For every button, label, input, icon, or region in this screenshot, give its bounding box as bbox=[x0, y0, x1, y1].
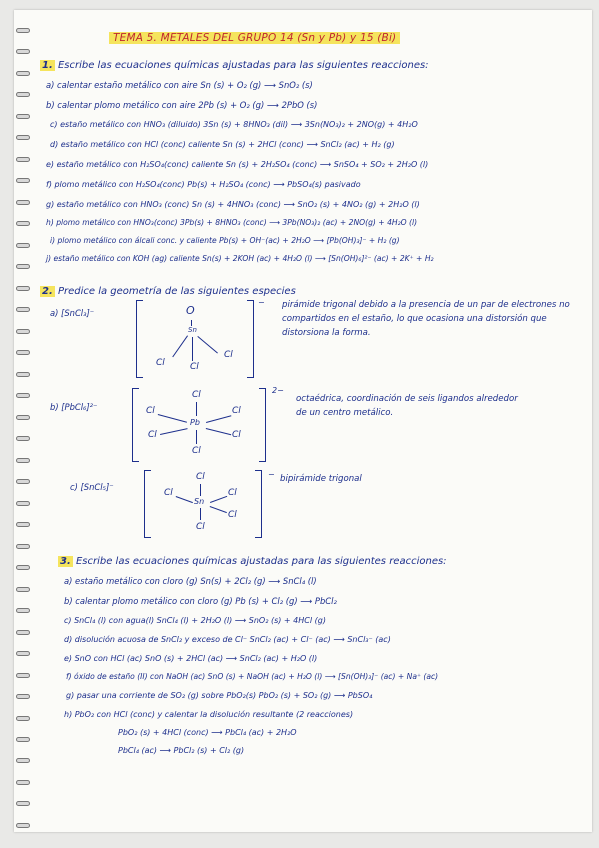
spiral-ring bbox=[16, 221, 30, 226]
spiral-ring bbox=[16, 565, 30, 570]
species-label: b) [PbCl₆]²⁻ bbox=[50, 402, 98, 412]
spiral-ring bbox=[16, 264, 30, 269]
section3-item: d) disolución acuosa de SnCl₂ y exceso de Cl⁻ SnCl₂ (ac) + Cl⁻ (ac) ⟶ SnCl₃⁻ (ac) bbox=[64, 635, 391, 644]
bond-line bbox=[176, 496, 193, 503]
bond-line bbox=[197, 336, 218, 353]
spiral-ring bbox=[16, 135, 30, 140]
spiral-ring bbox=[16, 200, 30, 205]
spiral-ring bbox=[16, 28, 30, 33]
bond-line bbox=[206, 428, 231, 435]
section1-item: g) estaño metálico con HNO₃ (conc) Sn (s) + 4HNO₃ (conc) ⟶ SnO₂ (s) + 4NO₂ (g) + 2H₂O (l) bbox=[46, 200, 420, 209]
structure-pbcl6 bbox=[132, 388, 266, 462]
spiral-ring bbox=[16, 479, 30, 484]
section1-item: f) plomo metálico con H₂SO₄(conc) Pb(s) + H₂SO₄ (conc) ⟶ PbSO₄(s) pasivado bbox=[46, 180, 361, 189]
center-atom: Pb bbox=[190, 418, 200, 427]
spiral-ring bbox=[16, 737, 30, 742]
spiral-ring bbox=[16, 329, 30, 334]
spiral-ring bbox=[16, 801, 30, 806]
spiral-ring bbox=[16, 780, 30, 785]
section3-sub-equation: PbCl₄ (ac) ⟶ PbCl₂ (s) + Cl₂ (g) bbox=[118, 746, 245, 755]
spiral-ring bbox=[16, 307, 30, 312]
ligand-atom: Cl bbox=[192, 390, 201, 400]
section3-sub-equation: PbO₂ (s) + 4HCl (conc) ⟶ PbCl₄ (ac) + 2H₂O bbox=[118, 728, 297, 737]
ligand-atom: Cl bbox=[232, 406, 241, 416]
spiral-ring bbox=[16, 758, 30, 763]
ligand-atom: Cl bbox=[164, 488, 173, 498]
spiral-ring bbox=[16, 436, 30, 441]
section3-item: h) PbO₂ con HCl (conc) y calentar la disolución resultante (2 reacciones) bbox=[64, 710, 354, 719]
spiral-ring bbox=[16, 157, 30, 162]
ligand-atom: Cl bbox=[228, 488, 237, 498]
bond-line bbox=[160, 428, 188, 435]
spiral-ring bbox=[16, 243, 30, 248]
section1-item: d) estaño metálico con HCl (conc) caliente Sn (s) + 2HCl (conc) ⟶ SnCl₂ (ac) + H₂ (g) bbox=[50, 140, 395, 149]
spiral-ring bbox=[16, 350, 30, 355]
spiral-ring bbox=[16, 178, 30, 183]
bracket-left bbox=[144, 470, 151, 538]
spiral-ring bbox=[16, 608, 30, 613]
spiral-ring bbox=[16, 694, 30, 699]
section1-number: 1. bbox=[42, 60, 53, 71]
bond-line bbox=[196, 430, 197, 444]
charge-label: 2− bbox=[272, 386, 284, 395]
spiral-ring bbox=[16, 544, 30, 549]
ligand-atom: Cl bbox=[190, 362, 199, 372]
ligand-atom: Cl bbox=[224, 350, 233, 360]
ligand-atom: Cl bbox=[196, 522, 205, 532]
bond-line bbox=[210, 496, 227, 503]
spiral-ring bbox=[16, 823, 30, 828]
spiral-ring bbox=[16, 372, 30, 377]
section1-heading-row bbox=[40, 60, 429, 71]
spiral-ring bbox=[16, 716, 30, 721]
section1-heading: Escribe las ecuaciones químicas ajustadas para las siguientes reacciones: bbox=[57, 60, 429, 71]
bond-line bbox=[206, 415, 231, 423]
bond-line bbox=[191, 320, 192, 326]
section3-item: c) SnCl₄ (l) con agua(l) SnCl₄ (l) + 2H₂O (l) ⟶ SnO₂ (s) + 4HCl (g) bbox=[64, 616, 326, 625]
spiral-ring bbox=[16, 587, 30, 592]
section1-item: a) calentar estaño metálico con aire Sn (s) + O₂ (g) ⟶ SnO₂ (s) bbox=[46, 80, 313, 90]
bond-line bbox=[192, 337, 193, 361]
spiral-ring bbox=[16, 49, 30, 54]
page-title: TEMA 5. METALES DEL GRUPO 14 (Sn y Pb) y 15 (Bi) bbox=[109, 32, 400, 44]
bracket-right bbox=[255, 470, 262, 538]
ligand-atom: Cl bbox=[156, 358, 165, 368]
section2-heading: Predice la geometría de las siguientes especies bbox=[57, 286, 296, 297]
section3-heading: Escribe las ecuaciones químicas ajustadas para las siguientes reacciones: bbox=[75, 556, 447, 567]
structure-sncl3 bbox=[136, 300, 254, 378]
spiral-ring bbox=[16, 458, 30, 463]
species-description: bipirámide trigonal bbox=[280, 474, 362, 484]
bond-line bbox=[200, 484, 201, 496]
section3-item: g) pasar una corriente de SO₂ (g) sobre PbO₂(s) PbO₂ (s) + SO₂ (g) ⟶ PbSO₄ bbox=[66, 691, 373, 700]
center-atom: Sn bbox=[194, 497, 205, 506]
bond-line bbox=[210, 506, 227, 513]
spiral-ring bbox=[16, 393, 30, 398]
bracket-right bbox=[259, 388, 266, 462]
bond-line bbox=[172, 335, 188, 357]
ligand-atom: Cl bbox=[148, 430, 157, 440]
section3-heading-row bbox=[58, 556, 447, 567]
section1-item: j) estaño metálico con KOH (ag) caliente Sn(s) + 2KOH (ac) + 4H₂O (l) ⟶ [Sn(OH)₆]²⁻ (ac) + 2K⁺ + H₂ bbox=[46, 254, 434, 263]
spiral-ring bbox=[16, 630, 30, 635]
spiral-ring bbox=[16, 651, 30, 656]
bracket-right bbox=[247, 300, 254, 378]
ligand-atom: Cl bbox=[228, 510, 237, 520]
lone-pair-icon: O bbox=[186, 304, 195, 317]
section1-item: e) estaño metálico con H₂SO₄(conc) caliente Sn (s) + 2H₂SO₄ (conc) ⟶ SnSO₄ + SO₂ + 2H₂O (l) bbox=[46, 160, 429, 169]
spiral-ring bbox=[16, 286, 30, 291]
bond-line bbox=[196, 402, 197, 416]
spiral-ring bbox=[16, 71, 30, 76]
bracket-left bbox=[136, 300, 143, 378]
charge-label: − bbox=[258, 298, 265, 307]
section1-item: h) plomo metálico con HNO₃(conc) 3Pb(s) + 8HNO₃ (conc) ⟶ 3Pb(NO₃)₂ (ac) + 2NO(g) + 4H₂O (l) bbox=[46, 218, 418, 227]
section3-item: b) calentar plomo metálico con cloro (g) Pb (s) + Cl₂ (g) ⟶ PbCl₂ bbox=[64, 596, 337, 606]
ligand-atom: Cl bbox=[196, 472, 205, 482]
species-label: a) [SnCl₃]⁻ bbox=[50, 308, 95, 318]
species-label: c) [SnCl₅]⁻ bbox=[70, 482, 114, 492]
section3-item: e) SnO con HCl (ac) SnO (s) + 2HCl (ac) ⟶ SnCl₂ (ac) + H₂O (l) bbox=[64, 654, 318, 663]
center-atom: Sn bbox=[188, 326, 197, 334]
spiral-binding bbox=[14, 28, 36, 828]
section3-number: 3. bbox=[60, 556, 71, 567]
section1-item: b) calentar plomo metálico con aire 2Pb (s) + O₂ (g) ⟶ 2PbO (s) bbox=[46, 100, 318, 110]
ligand-atom: Cl bbox=[146, 406, 155, 416]
structure-sncl5 bbox=[144, 470, 262, 538]
spiral-ring bbox=[16, 114, 30, 119]
species-description: octaédrica, coordinación de seis ligandos alrededor de un centro metálico. bbox=[296, 394, 518, 418]
notebook-page bbox=[14, 10, 592, 832]
bracket-left bbox=[132, 388, 139, 462]
section3-item: f) óxido de estaño (II) con NaOH (ac) SnO (s) + NaOH (ac) + H₂O (l) ⟶ [Sn(OH)₃]⁻ (ac) + Na⁺ (ac) bbox=[66, 672, 439, 681]
section2-number: 2. bbox=[42, 286, 53, 297]
spiral-ring bbox=[16, 415, 30, 420]
ligand-atom: Cl bbox=[232, 430, 241, 440]
spiral-ring bbox=[16, 501, 30, 506]
spiral-ring bbox=[16, 522, 30, 527]
section2-heading-row bbox=[40, 286, 296, 297]
section1-item: i) plomo metálico con álcali conc. y caliente Pb(s) + OH⁻(ac) + 2H₂O ⟶ [Pb(OH)₃]⁻ + H₂ (g) bbox=[50, 236, 400, 245]
section3-item: a) estaño metálico con cloro (g) Sn(s) + 2Cl₂ (g) ⟶ SnCl₄ (l) bbox=[64, 576, 317, 586]
section1-item: c) estaño metálico con HNO₃ (diluido) 3Sn (s) + 8HNO₃ (dil) ⟶ 3Sn(NO₃)₂ + 2NO(g) + 4H₂O bbox=[50, 120, 418, 129]
spiral-ring bbox=[16, 673, 30, 678]
bond-line bbox=[158, 414, 187, 423]
species-description: pirámide trigonal debido a la presencia de un par de electrones no compartidos en el estaño, lo que ocasiona una distorsión que distorsiona la forma. bbox=[282, 300, 570, 338]
ligand-atom: Cl bbox=[192, 446, 201, 456]
charge-label: − bbox=[268, 470, 275, 479]
spiral-ring bbox=[16, 92, 30, 97]
bond-line bbox=[200, 508, 201, 520]
